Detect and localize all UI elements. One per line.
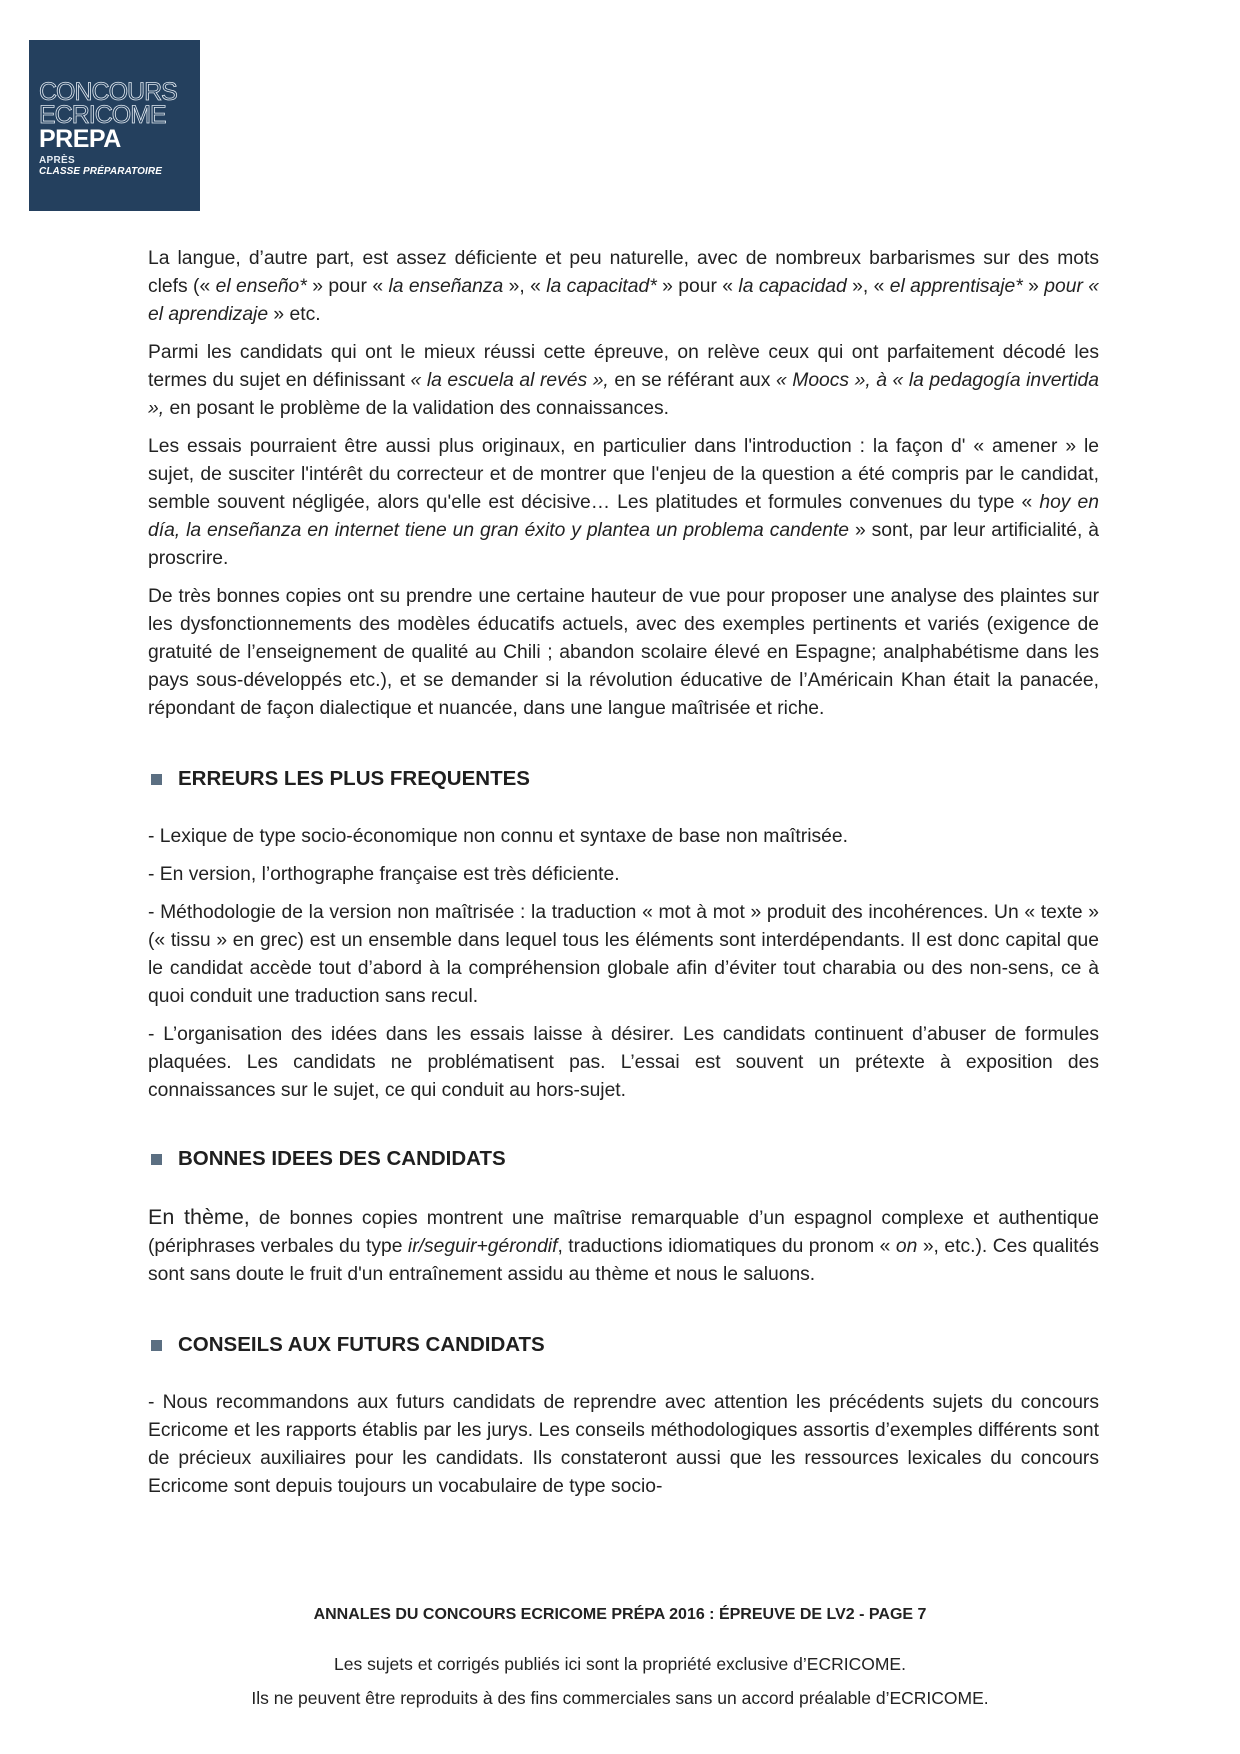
footer-title: ANNALES DU CONCOURS ECRICOME PRÉPA 2016 : ÉPREUVE DE LV2 - PAGE 7 xyxy=(313,1606,927,1623)
logo-text-classe: CLASSE PRÉPARATOIRE xyxy=(39,166,163,177)
paragraph-conseils: - Nous recommandons aux futurs candidats de reprendre avec attention les précédents sujets du concours Ecricome et les rapports établis par les jurys. Les conseils méthodologiques assortis d’exemples différents sont de précieux auxiliaires pour les candidats. Ils constateront aussi que les ressources lexicales du concours Ecricome sont depuis toujours un vocabulaire de type socio- xyxy=(148,1392,1099,1497)
bullet-square-icon xyxy=(151,1340,162,1351)
ecricome-logo xyxy=(29,40,200,211)
heading-conseils xyxy=(148,1331,1099,1359)
heading-erreurs-text: ERREURS LES PLUS FREQUENTES xyxy=(178,767,530,790)
bullet-square-icon xyxy=(151,1154,162,1165)
footer-copyright-line2: Ils ne peuvent être reproduits à des fins commerciales sans un accord préalable d’ECRICOME. xyxy=(251,1688,989,1708)
logo-text-prepa: PREPA xyxy=(39,125,121,153)
paragraph-bonnes-copies: De très bonnes copies ont su prendre une certaine hauteur de vue pour proposer une analyse des plaintes sur les dysfonctionnements des modèles éducatifs actuels, avec des exemples pertinents et variés (exigence de gratuité de l’enseignement de qualité au Chili ; abandon scolaire élevé en Espagne; analphabétisme dans les pays sous-développés etc.), et se demander si la révolution éducative de l’Américain Khan était la panacée, répondant de façon dialectique et nuancée, dans une langue maîtrisée et riche. xyxy=(148,586,1099,719)
footer-copyright-line1: Les sujets et corrigés publiés ici sont la propriété exclusive d’ECRICOME. xyxy=(334,1654,906,1674)
logo-text-apres: APRÈS xyxy=(39,155,75,166)
error-item: - L’organisation des idées dans les essais laisse à désirer. Les candidats continuent d’abuser de formules plaquées. Les candidats ne problématisent pas. L’essai est souvent un prétexte à exposition des connaissances sur le sujet, ce qui conduit au hors-sujet. xyxy=(148,1024,1099,1101)
document-body xyxy=(148,245,1099,1511)
paragraph-essais: Les essais pourraient être aussi plus originaux, en particulier dans l'introduction : la façon d' « amener » le sujet, de susciter l'intérêt du correcteur et de montrer que l'enjeu de la question a été compris par le candidat, semble souvent négligée, alors qu'elle est décisive… Les platitudes et formules convenues du type « hoy en día, la enseñanza en internet tiene un gran éxito y plantea un problema candente » sont, par leur artificialité, à proscrire. xyxy=(148,436,1099,569)
heading-erreurs xyxy=(148,765,1099,793)
error-item: - Méthodologie de la version non maîtrisée : la traduction « mot à mot » produit des incohérences. Un « texte » (« tissu » en grec) est un ensemble dans lequel tous les éléments sont interdépendants. Il est donc capital que le candidat accède tout d’abord à la compréhension globale afin d’éviter tout charabia ou des non-sens, ce à quoi conduit une traduction sans recul. xyxy=(148,902,1099,1007)
bullet-square-icon xyxy=(151,774,162,785)
heading-bonnes-idees xyxy=(148,1145,1099,1173)
heading-conseils-text: CONSEILS AUX FUTURS CANDIDATS xyxy=(178,1333,545,1356)
error-item: - En version, l’orthographe française est très déficiente. xyxy=(148,864,620,885)
logo-text-ecricome: ECRICOME xyxy=(39,101,166,129)
heading-bonnes-idees-text: BONNES IDEES DES CANDIDATS xyxy=(178,1147,506,1170)
paragraph-theme: En thème, de bonnes copies montrent une maîtrise remarquable d’un espagnol complexe et authentique (périphrases verbales du type ir/seguir+gérondif, traductions idiomatiques du pronom « on », etc.). Ces qualités sont sans doute le fruit d'un entraînement assidu au thème et nous le saluons. xyxy=(148,1205,1099,1285)
paragraph-reussite: Parmi les candidats qui ont le mieux réussi cette épreuve, on relève ceux qui ont parfaitement décodé les termes du sujet en définissant « la escuela al revés », en se référant aux « Moocs », à « la pedagogía invertida », en posant le problème de la validation des connaissances. xyxy=(148,342,1099,419)
logo-text-concours: CONCOURS xyxy=(39,78,177,106)
paragraph-langue: La langue, d’autre part, est assez déficiente et peu naturelle, avec de nombreux barbarismes sur des mots clefs (« el enseño* » pour « la enseñanza », « la capacitad* » pour « la capacidad », « el apprentisaje* » pour « el aprendizaje » etc. xyxy=(148,248,1100,325)
error-item: - Lexique de type socio-économique non connu et syntaxe de base non maîtrisée. xyxy=(148,826,848,847)
